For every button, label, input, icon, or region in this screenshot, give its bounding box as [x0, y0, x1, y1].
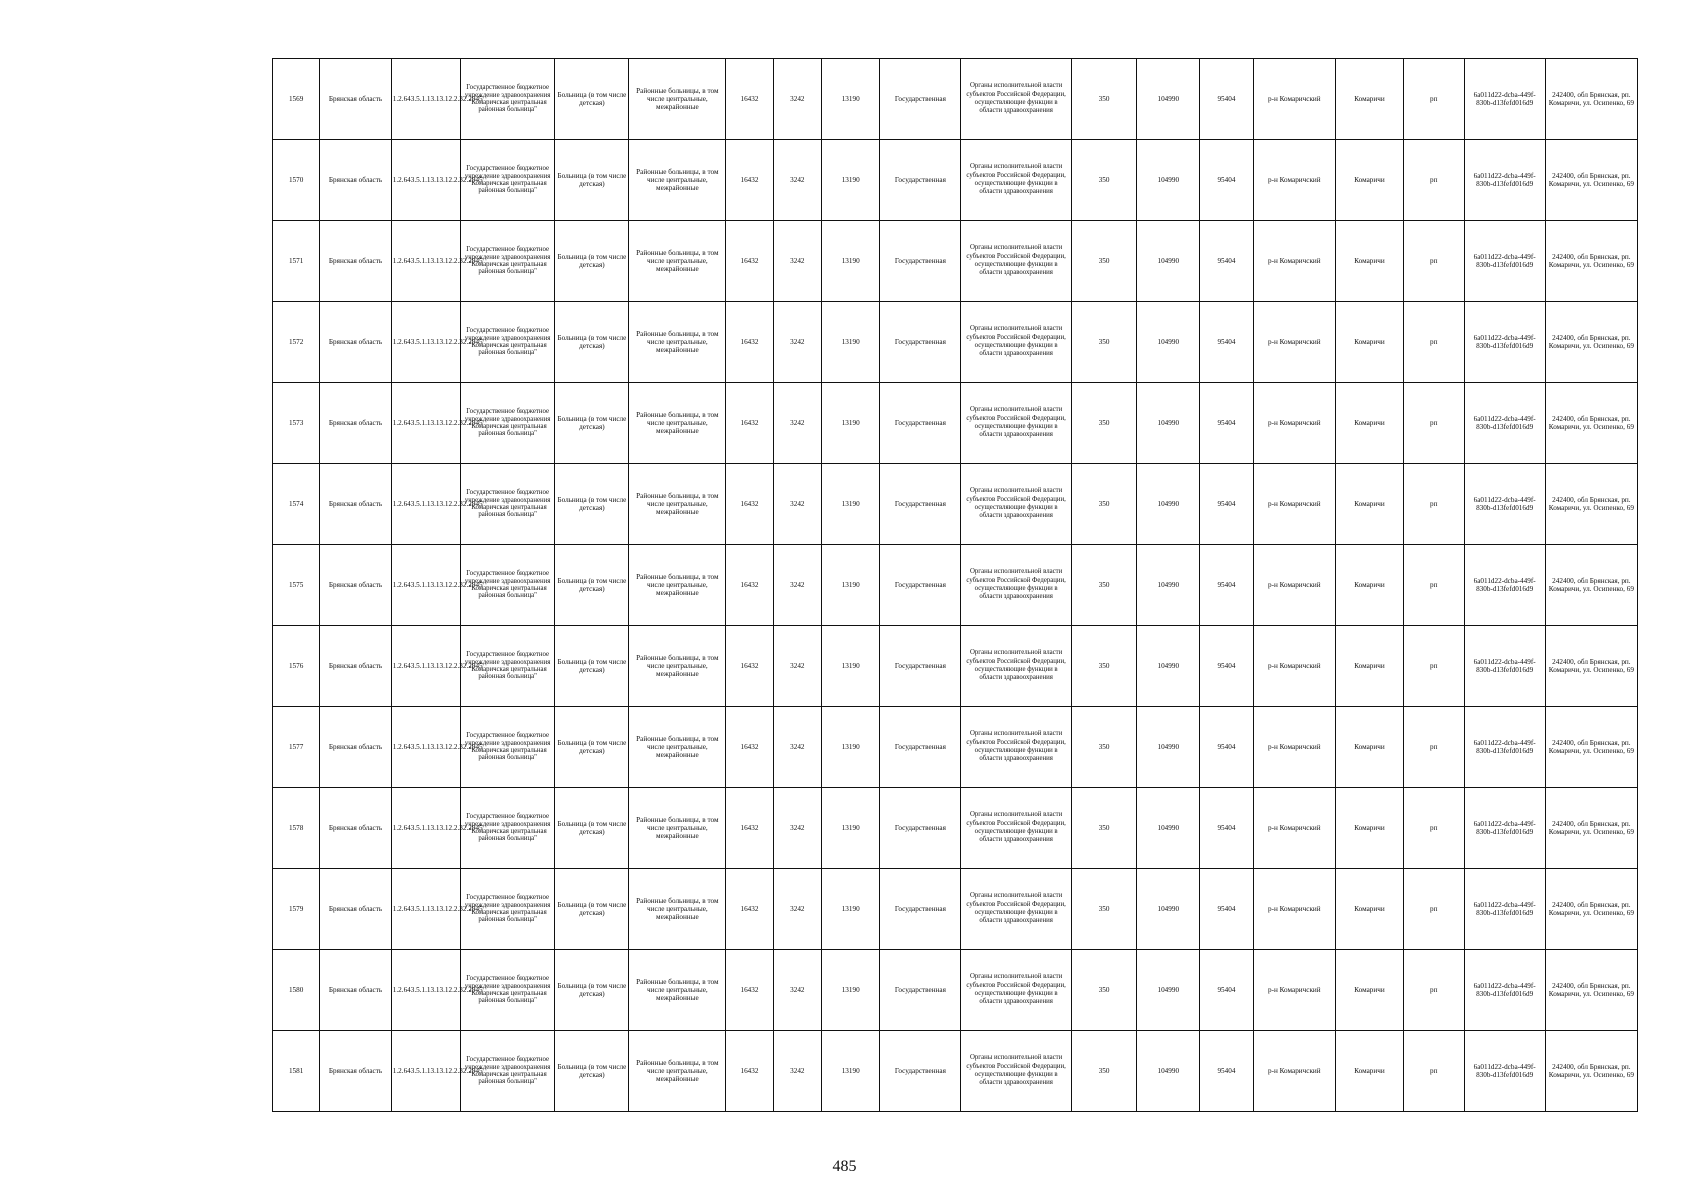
- cell-district: р-н Комаричский: [1253, 707, 1335, 788]
- cell-locality: Комаричи: [1336, 950, 1404, 1031]
- cell-num: 1580: [273, 950, 320, 1031]
- cell-locality: Комаричи: [1336, 788, 1404, 869]
- cell-type: Больница (в том числе детская): [555, 950, 629, 1031]
- table-row: [273, 383, 1638, 464]
- cell-n5: 104990: [1137, 545, 1200, 626]
- cell-loc-type: рп: [1403, 464, 1464, 545]
- cell-authority: Органы исполнительной власти субъектов Российской Федерации, осуществляющие функции в области здравоохранения: [961, 950, 1071, 1031]
- cell-address: 242400, обл Брянская, рп. Комаричи, ул. Осипенко, 69: [1545, 788, 1637, 869]
- cell-n6: 95404: [1200, 464, 1253, 545]
- cell-loc-type: рп: [1403, 302, 1464, 383]
- cell-subtype: Районные больницы, в том числе центральные, межрайонные: [629, 788, 726, 869]
- cell-code: 1.2.643.5.1.13.13.12.2.32.2945: [391, 545, 460, 626]
- cell-num: 1574: [273, 464, 320, 545]
- cell-n4: 350: [1071, 221, 1136, 302]
- cell-loc-type: рп: [1403, 221, 1464, 302]
- cell-district: р-н Комаричский: [1253, 869, 1335, 950]
- cell-n5: 104990: [1137, 140, 1200, 221]
- cell-district: р-н Комаричский: [1253, 626, 1335, 707]
- cell-address: 242400, обл Брянская, рп. Комаричи, ул. Осипенко, 69: [1545, 869, 1637, 950]
- cell-institution: Государственное бюджетное учреждение здравоохранения "Комаричская центральная районная больница": [460, 545, 555, 626]
- cell-code: 1.2.643.5.1.13.13.12.2.32.2945: [391, 140, 460, 221]
- cell-n2: 3242: [773, 221, 821, 302]
- cell-authority: Органы исполнительной власти субъектов Российской Федерации, осуществляющие функции в области здравоохранения: [961, 1031, 1071, 1112]
- cell-loc-type: рп: [1403, 545, 1464, 626]
- cell-code: 1.2.643.5.1.13.13.12.2.32.2945: [391, 788, 460, 869]
- cell-code: 1.2.643.5.1.13.13.12.2.32.2945: [391, 59, 460, 140]
- cell-locality: Комаричи: [1336, 626, 1404, 707]
- cell-n4: 350: [1071, 1031, 1136, 1112]
- table-row: [273, 950, 1638, 1031]
- cell-guid: 6a011d22-dcba-449f-830b-d13fefd016d9: [1464, 59, 1545, 140]
- cell-n6: 95404: [1200, 302, 1253, 383]
- cell-institution: Государственное бюджетное учреждение здравоохранения "Комаричская центральная районная больница": [460, 950, 555, 1031]
- cell-n3: 13190: [822, 545, 880, 626]
- cell-ownership: Государственная: [880, 383, 961, 464]
- cell-locality: Комаричи: [1336, 707, 1404, 788]
- cell-num: 1581: [273, 1031, 320, 1112]
- cell-ownership: Государственная: [880, 140, 961, 221]
- cell-n2: 3242: [773, 302, 821, 383]
- cell-n6: 95404: [1200, 140, 1253, 221]
- cell-guid: 6a011d22-dcba-449f-830b-d13fefd016d9: [1464, 788, 1545, 869]
- cell-guid: 6a011d22-dcba-449f-830b-d13fefd016d9: [1464, 950, 1545, 1031]
- cell-n1: 16432: [726, 221, 773, 302]
- cell-ownership: Государственная: [880, 869, 961, 950]
- cell-loc-type: рп: [1403, 383, 1464, 464]
- cell-address: 242400, обл Брянская, рп. Комаричи, ул. Осипенко, 69: [1545, 302, 1637, 383]
- cell-loc-type: рп: [1403, 626, 1464, 707]
- cell-code: 1.2.643.5.1.13.13.12.2.32.2945: [391, 221, 460, 302]
- cell-locality: Комаричи: [1336, 140, 1404, 221]
- cell-authority: Органы исполнительной власти субъектов Российской Федерации, осуществляющие функции в области здравоохранения: [961, 383, 1071, 464]
- cell-district: р-н Комаричский: [1253, 221, 1335, 302]
- cell-address: 242400, обл Брянская, рп. Комаричи, ул. Осипенко, 69: [1545, 59, 1637, 140]
- cell-institution: Государственное бюджетное учреждение здравоохранения "Комаричская центральная районная больница": [460, 869, 555, 950]
- cell-type: Больница (в том числе детская): [555, 140, 629, 221]
- cell-subtype: Районные больницы, в том числе центральные, межрайонные: [629, 869, 726, 950]
- table-row: [273, 788, 1638, 869]
- cell-loc-type: рп: [1403, 950, 1464, 1031]
- cell-num: 1570: [273, 140, 320, 221]
- table-body: [273, 59, 1638, 1112]
- cell-n6: 95404: [1200, 707, 1253, 788]
- cell-ownership: Государственная: [880, 626, 961, 707]
- cell-subtype: Районные больницы, в том числе центральные, межрайонные: [629, 221, 726, 302]
- cell-type: Больница (в том числе детская): [555, 545, 629, 626]
- cell-n2: 3242: [773, 464, 821, 545]
- cell-n6: 95404: [1200, 545, 1253, 626]
- cell-region: Брянская область: [320, 464, 392, 545]
- cell-n2: 3242: [773, 383, 821, 464]
- cell-authority: Органы исполнительной власти субъектов Российской Федерации, осуществляющие функции в области здравоохранения: [961, 545, 1071, 626]
- cell-code: 1.2.643.5.1.13.13.12.2.32.2945: [391, 950, 460, 1031]
- cell-guid: 6a011d22-dcba-449f-830b-d13fefd016d9: [1464, 140, 1545, 221]
- cell-institution: Государственное бюджетное учреждение здравоохранения "Комаричская центральная районная больница": [460, 383, 555, 464]
- cell-authority: Органы исполнительной власти субъектов Российской Федерации, осуществляющие функции в области здравоохранения: [961, 707, 1071, 788]
- cell-n3: 13190: [822, 950, 880, 1031]
- table-row: [273, 545, 1638, 626]
- cell-n6: 95404: [1200, 950, 1253, 1031]
- cell-region: Брянская область: [320, 707, 392, 788]
- cell-institution: Государственное бюджетное учреждение здравоохранения "Комаричская центральная районная больница": [460, 1031, 555, 1112]
- cell-locality: Комаричи: [1336, 464, 1404, 545]
- cell-subtype: Районные больницы, в том числе центральные, межрайонные: [629, 1031, 726, 1112]
- cell-n3: 13190: [822, 1031, 880, 1112]
- cell-ownership: Государственная: [880, 788, 961, 869]
- cell-n2: 3242: [773, 140, 821, 221]
- cell-guid: 6a011d22-dcba-449f-830b-d13fefd016d9: [1464, 464, 1545, 545]
- cell-guid: 6a011d22-dcba-449f-830b-d13fefd016d9: [1464, 626, 1545, 707]
- cell-n1: 16432: [726, 545, 773, 626]
- cell-ownership: Государственная: [880, 59, 961, 140]
- cell-n4: 350: [1071, 788, 1136, 869]
- cell-address: 242400, обл Брянская, рп. Комаричи, ул. Осипенко, 69: [1545, 464, 1637, 545]
- cell-n4: 350: [1071, 59, 1136, 140]
- cell-district: р-н Комаричский: [1253, 302, 1335, 383]
- cell-code: 1.2.643.5.1.13.13.12.2.32.2945: [391, 383, 460, 464]
- cell-district: р-н Комаричский: [1253, 464, 1335, 545]
- cell-region: Брянская область: [320, 626, 392, 707]
- cell-n3: 13190: [822, 383, 880, 464]
- cell-n3: 13190: [822, 221, 880, 302]
- cell-code: 1.2.643.5.1.13.13.12.2.32.2945: [391, 464, 460, 545]
- cell-district: р-н Комаричский: [1253, 788, 1335, 869]
- cell-district: р-н Комаричский: [1253, 1031, 1335, 1112]
- cell-guid: 6a011d22-dcba-449f-830b-d13fefd016d9: [1464, 869, 1545, 950]
- cell-n3: 13190: [822, 626, 880, 707]
- cell-loc-type: рп: [1403, 788, 1464, 869]
- cell-authority: Органы исполнительной власти субъектов Российской Федерации, осуществляющие функции в области здравоохранения: [961, 59, 1071, 140]
- cell-authority: Органы исполнительной власти субъектов Российской Федерации, осуществляющие функции в области здравоохранения: [961, 869, 1071, 950]
- cell-type: Больница (в том числе детская): [555, 221, 629, 302]
- cell-type: Больница (в том числе детская): [555, 59, 629, 140]
- cell-region: Брянская область: [320, 140, 392, 221]
- cell-institution: Государственное бюджетное учреждение здравоохранения "Комаричская центральная районная больница": [460, 59, 555, 140]
- cell-guid: 6a011d22-dcba-449f-830b-d13fefd016d9: [1464, 221, 1545, 302]
- cell-guid: 6a011d22-dcba-449f-830b-d13fefd016d9: [1464, 707, 1545, 788]
- cell-authority: Органы исполнительной власти субъектов Российской Федерации, осуществляющие функции в области здравоохранения: [961, 464, 1071, 545]
- cell-n2: 3242: [773, 788, 821, 869]
- cell-address: 242400, обл Брянская, рп. Комаричи, ул. Осипенко, 69: [1545, 140, 1637, 221]
- cell-n4: 350: [1071, 383, 1136, 464]
- table-row: [273, 140, 1638, 221]
- cell-region: Брянская область: [320, 545, 392, 626]
- registry-table: [272, 58, 1638, 1112]
- cell-num: 1575: [273, 545, 320, 626]
- cell-n5: 104990: [1137, 221, 1200, 302]
- cell-n5: 104990: [1137, 950, 1200, 1031]
- cell-type: Больница (в том числе детская): [555, 869, 629, 950]
- cell-institution: Государственное бюджетное учреждение здравоохранения "Комаричская центральная районная больница": [460, 626, 555, 707]
- cell-n5: 104990: [1137, 383, 1200, 464]
- page-number: 485: [832, 1158, 857, 1175]
- cell-type: Больница (в том числе детская): [555, 464, 629, 545]
- cell-region: Брянская область: [320, 869, 392, 950]
- cell-loc-type: рп: [1403, 140, 1464, 221]
- cell-subtype: Районные больницы, в том числе центральные, межрайонные: [629, 464, 726, 545]
- table-row: [273, 707, 1638, 788]
- cell-num: 1578: [273, 788, 320, 869]
- cell-authority: Органы исполнительной власти субъектов Российской Федерации, осуществляющие функции в области здравоохранения: [961, 788, 1071, 869]
- cell-n3: 13190: [822, 869, 880, 950]
- cell-subtype: Районные больницы, в том числе центральные, межрайонные: [629, 626, 726, 707]
- cell-institution: Государственное бюджетное учреждение здравоохранения "Комаричская центральная районная больница": [460, 707, 555, 788]
- cell-num: 1571: [273, 221, 320, 302]
- cell-n4: 350: [1071, 869, 1136, 950]
- cell-institution: Государственное бюджетное учреждение здравоохранения "Комаричская центральная районная больница": [460, 464, 555, 545]
- cell-ownership: Государственная: [880, 221, 961, 302]
- cell-district: р-н Комаричский: [1253, 383, 1335, 464]
- cell-subtype: Районные больницы, в том числе центральные, межрайонные: [629, 545, 726, 626]
- cell-n6: 95404: [1200, 626, 1253, 707]
- cell-n2: 3242: [773, 950, 821, 1031]
- cell-address: 242400, обл Брянская, рп. Комаричи, ул. Осипенко, 69: [1545, 545, 1637, 626]
- cell-n2: 3242: [773, 626, 821, 707]
- cell-authority: Органы исполнительной власти субъектов Российской Федерации, осуществляющие функции в области здравоохранения: [961, 221, 1071, 302]
- cell-institution: Государственное бюджетное учреждение здравоохранения "Комаричская центральная районная больница": [460, 302, 555, 383]
- table-row: [273, 221, 1638, 302]
- cell-loc-type: рп: [1403, 707, 1464, 788]
- cell-institution: Государственное бюджетное учреждение здравоохранения "Комаричская центральная районная больница": [460, 140, 555, 221]
- cell-n2: 3242: [773, 59, 821, 140]
- cell-authority: Органы исполнительной власти субъектов Российской Федерации, осуществляющие функции в области здравоохранения: [961, 140, 1071, 221]
- cell-n5: 104990: [1137, 1031, 1200, 1112]
- cell-n1: 16432: [726, 707, 773, 788]
- cell-n1: 16432: [726, 950, 773, 1031]
- table-row: [273, 869, 1638, 950]
- cell-num: 1577: [273, 707, 320, 788]
- cell-district: р-н Комаричский: [1253, 59, 1335, 140]
- cell-region: Брянская область: [320, 950, 392, 1031]
- cell-region: Брянская область: [320, 59, 392, 140]
- cell-n1: 16432: [726, 302, 773, 383]
- cell-n5: 104990: [1137, 869, 1200, 950]
- cell-guid: 6a011d22-dcba-449f-830b-d13fefd016d9: [1464, 1031, 1545, 1112]
- cell-num: 1576: [273, 626, 320, 707]
- cell-guid: 6a011d22-dcba-449f-830b-d13fefd016d9: [1464, 302, 1545, 383]
- cell-subtype: Районные больницы, в том числе центральные, межрайонные: [629, 950, 726, 1031]
- cell-code: 1.2.643.5.1.13.13.12.2.32.2945: [391, 707, 460, 788]
- cell-address: 242400, обл Брянская, рп. Комаричи, ул. Осипенко, 69: [1545, 383, 1637, 464]
- cell-n4: 350: [1071, 626, 1136, 707]
- cell-locality: Комаричи: [1336, 545, 1404, 626]
- cell-n6: 95404: [1200, 59, 1253, 140]
- cell-authority: Органы исполнительной власти субъектов Российской Федерации, осуществляющие функции в области здравоохранения: [961, 302, 1071, 383]
- table-row: [273, 302, 1638, 383]
- cell-address: 242400, обл Брянская, рп. Комаричи, ул. Осипенко, 69: [1545, 950, 1637, 1031]
- cell-n5: 104990: [1137, 707, 1200, 788]
- cell-code: 1.2.643.5.1.13.13.12.2.32.2945: [391, 1031, 460, 1112]
- cell-ownership: Государственная: [880, 1031, 961, 1112]
- cell-subtype: Районные больницы, в том числе центральные, межрайонные: [629, 383, 726, 464]
- cell-n1: 16432: [726, 788, 773, 869]
- cell-n2: 3242: [773, 1031, 821, 1112]
- cell-guid: 6a011d22-dcba-449f-830b-d13fefd016d9: [1464, 545, 1545, 626]
- cell-type: Больница (в том числе детская): [555, 1031, 629, 1112]
- cell-subtype: Районные больницы, в том числе центральные, межрайонные: [629, 59, 726, 140]
- cell-locality: Комаричи: [1336, 869, 1404, 950]
- cell-type: Больница (в том числе детская): [555, 707, 629, 788]
- cell-district: р-н Комаричский: [1253, 545, 1335, 626]
- cell-n3: 13190: [822, 302, 880, 383]
- cell-ownership: Государственная: [880, 545, 961, 626]
- cell-n1: 16432: [726, 1031, 773, 1112]
- cell-n4: 350: [1071, 464, 1136, 545]
- cell-ownership: Государственная: [880, 302, 961, 383]
- cell-n5: 104990: [1137, 59, 1200, 140]
- cell-n5: 104990: [1137, 464, 1200, 545]
- cell-type: Больница (в том числе детская): [555, 626, 629, 707]
- cell-n1: 16432: [726, 626, 773, 707]
- cell-n1: 16432: [726, 140, 773, 221]
- cell-n1: 16432: [726, 869, 773, 950]
- cell-region: Брянская область: [320, 383, 392, 464]
- cell-district: р-н Комаричский: [1253, 140, 1335, 221]
- cell-code: 1.2.643.5.1.13.13.12.2.32.2945: [391, 626, 460, 707]
- cell-n3: 13190: [822, 59, 880, 140]
- cell-address: 242400, обл Брянская, рп. Комаричи, ул. Осипенко, 69: [1545, 1031, 1637, 1112]
- cell-n6: 95404: [1200, 788, 1253, 869]
- cell-institution: Государственное бюджетное учреждение здравоохранения "Комаричская центральная районная больница": [460, 221, 555, 302]
- cell-num: 1579: [273, 869, 320, 950]
- cell-region: Брянская область: [320, 221, 392, 302]
- cell-n3: 13190: [822, 788, 880, 869]
- cell-region: Брянская область: [320, 1031, 392, 1112]
- cell-n1: 16432: [726, 59, 773, 140]
- cell-n4: 350: [1071, 140, 1136, 221]
- cell-ownership: Государственная: [880, 464, 961, 545]
- cell-region: Брянская область: [320, 788, 392, 869]
- cell-n3: 13190: [822, 707, 880, 788]
- cell-n2: 3242: [773, 545, 821, 626]
- cell-code: 1.2.643.5.1.13.13.12.2.32.2945: [391, 869, 460, 950]
- cell-authority: Органы исполнительной власти субъектов Российской Федерации, осуществляющие функции в области здравоохранения: [961, 626, 1071, 707]
- cell-subtype: Районные больницы, в том числе центральные, межрайонные: [629, 302, 726, 383]
- table-row: [273, 1031, 1638, 1112]
- cell-address: 242400, обл Брянская, рп. Комаричи, ул. Осипенко, 69: [1545, 707, 1637, 788]
- table-row: [273, 59, 1638, 140]
- cell-locality: Комаричи: [1336, 221, 1404, 302]
- cell-n1: 16432: [726, 464, 773, 545]
- cell-n6: 95404: [1200, 383, 1253, 464]
- cell-district: р-н Комаричский: [1253, 950, 1335, 1031]
- cell-code: 1.2.643.5.1.13.13.12.2.32.2945: [391, 302, 460, 383]
- cell-ownership: Государственная: [880, 950, 961, 1031]
- cell-n5: 104990: [1137, 788, 1200, 869]
- table-row: [273, 626, 1638, 707]
- cell-n4: 350: [1071, 302, 1136, 383]
- table-row: [273, 464, 1638, 545]
- cell-n6: 95404: [1200, 221, 1253, 302]
- cell-n2: 3242: [773, 707, 821, 788]
- cell-region: Брянская область: [320, 302, 392, 383]
- cell-n1: 16432: [726, 383, 773, 464]
- cell-loc-type: рп: [1403, 59, 1464, 140]
- cell-n6: 95404: [1200, 869, 1253, 950]
- cell-n3: 13190: [822, 140, 880, 221]
- cell-subtype: Районные больницы, в том числе центральные, межрайонные: [629, 707, 726, 788]
- cell-n5: 104990: [1137, 626, 1200, 707]
- cell-guid: 6a011d22-dcba-449f-830b-d13fefd016d9: [1464, 383, 1545, 464]
- cell-locality: Комаричи: [1336, 1031, 1404, 1112]
- cell-num: 1572: [273, 302, 320, 383]
- cell-n6: 95404: [1200, 1031, 1253, 1112]
- cell-n4: 350: [1071, 950, 1136, 1031]
- cell-num: 1573: [273, 383, 320, 464]
- cell-type: Больница (в том числе детская): [555, 383, 629, 464]
- cell-n4: 350: [1071, 707, 1136, 788]
- cell-locality: Комаричи: [1336, 383, 1404, 464]
- cell-n2: 3242: [773, 869, 821, 950]
- cell-subtype: Районные больницы, в том числе центральные, межрайонные: [629, 140, 726, 221]
- cell-num: 1569: [273, 59, 320, 140]
- cell-loc-type: рп: [1403, 1031, 1464, 1112]
- cell-n5: 104990: [1137, 302, 1200, 383]
- cell-type: Больница (в том числе детская): [555, 302, 629, 383]
- cell-locality: Комаричи: [1336, 59, 1404, 140]
- cell-address: 242400, обл Брянская, рп. Комаричи, ул. Осипенко, 69: [1545, 626, 1637, 707]
- cell-ownership: Государственная: [880, 707, 961, 788]
- cell-loc-type: рп: [1403, 869, 1464, 950]
- cell-locality: Комаричи: [1336, 302, 1404, 383]
- cell-n3: 13190: [822, 464, 880, 545]
- cell-institution: Государственное бюджетное учреждение здравоохранения "Комаричская центральная районная больница": [460, 788, 555, 869]
- cell-n4: 350: [1071, 545, 1136, 626]
- cell-address: 242400, обл Брянская, рп. Комаричи, ул. Осипенко, 69: [1545, 221, 1637, 302]
- cell-type: Больница (в том числе детская): [555, 788, 629, 869]
